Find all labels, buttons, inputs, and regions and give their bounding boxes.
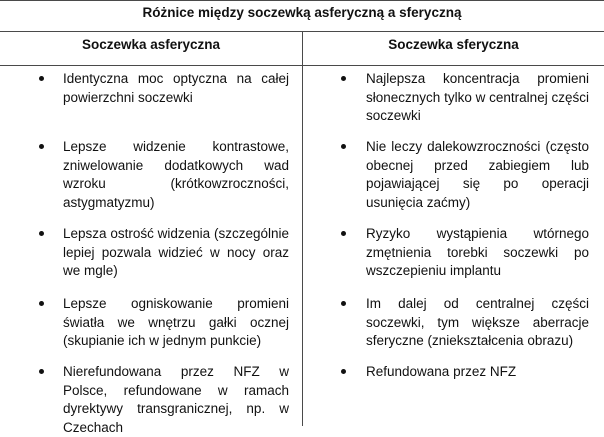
bullet-icon <box>341 76 346 81</box>
bullet-icon <box>39 369 44 374</box>
list-item: Refundowana przez NFZ <box>366 364 517 379</box>
list-item: Najlepsza koncentracja promieni słonecznych tylko w centralnej części soczewki <box>366 71 589 123</box>
bullet-icon <box>341 369 346 374</box>
bullet-icon <box>39 144 44 149</box>
list-item: Ryzyko wystąpienia wtórnego zmętnienia torebki soczewki po wszczepieniu implantu <box>366 226 589 278</box>
list-item: Lepsza ostrość widzenia (szczególnie lepiej pozwala widzieć w nocy oraz we mgle) <box>63 226 289 278</box>
column-header-spheric: Soczewka sferyczna <box>303 31 604 66</box>
list-item: Im dalej od centralnej części soczewki, tym większe aberracje sferyczne (zniekształcenia obrazu) <box>366 296 589 348</box>
bullet-icon <box>341 144 346 149</box>
bullet-icon <box>341 231 346 236</box>
list-item: Nie leczy dalekowzroczności (często obecnej przed zabiegiem lub pojawiającej się po operacji usunięcia zaćmy) <box>366 139 589 210</box>
column-header-aspheric: Soczewka asferyczna <box>0 31 302 66</box>
list-item: Lepsze widzenie kontrastowe, zniwelowanie dodatkowych wad wzroku (krótkowzroczności, astygmatyzmu) <box>63 139 289 210</box>
bullet-icon <box>341 301 346 306</box>
bullet-icon <box>39 76 44 81</box>
list-item: Nierefundowana przez NFZ w Polsce, refundowane w ramach dyrektywy transgranicznej, np. w Czechach <box>63 364 289 435</box>
table-title: Różnice między soczewką asferyczną a sferyczną <box>0 1 604 32</box>
bullet-icon <box>39 301 44 306</box>
list-item: Lepsze ogniskowanie promieni światła we wnętrzu gałki ocznej (skupianie ich w jednym punkcie) <box>63 296 289 348</box>
list-item: Identyczna moc optyczna na całej powierzchni soczewki <box>63 71 289 105</box>
bullet-icon <box>39 231 44 236</box>
column-divider <box>302 31 303 426</box>
